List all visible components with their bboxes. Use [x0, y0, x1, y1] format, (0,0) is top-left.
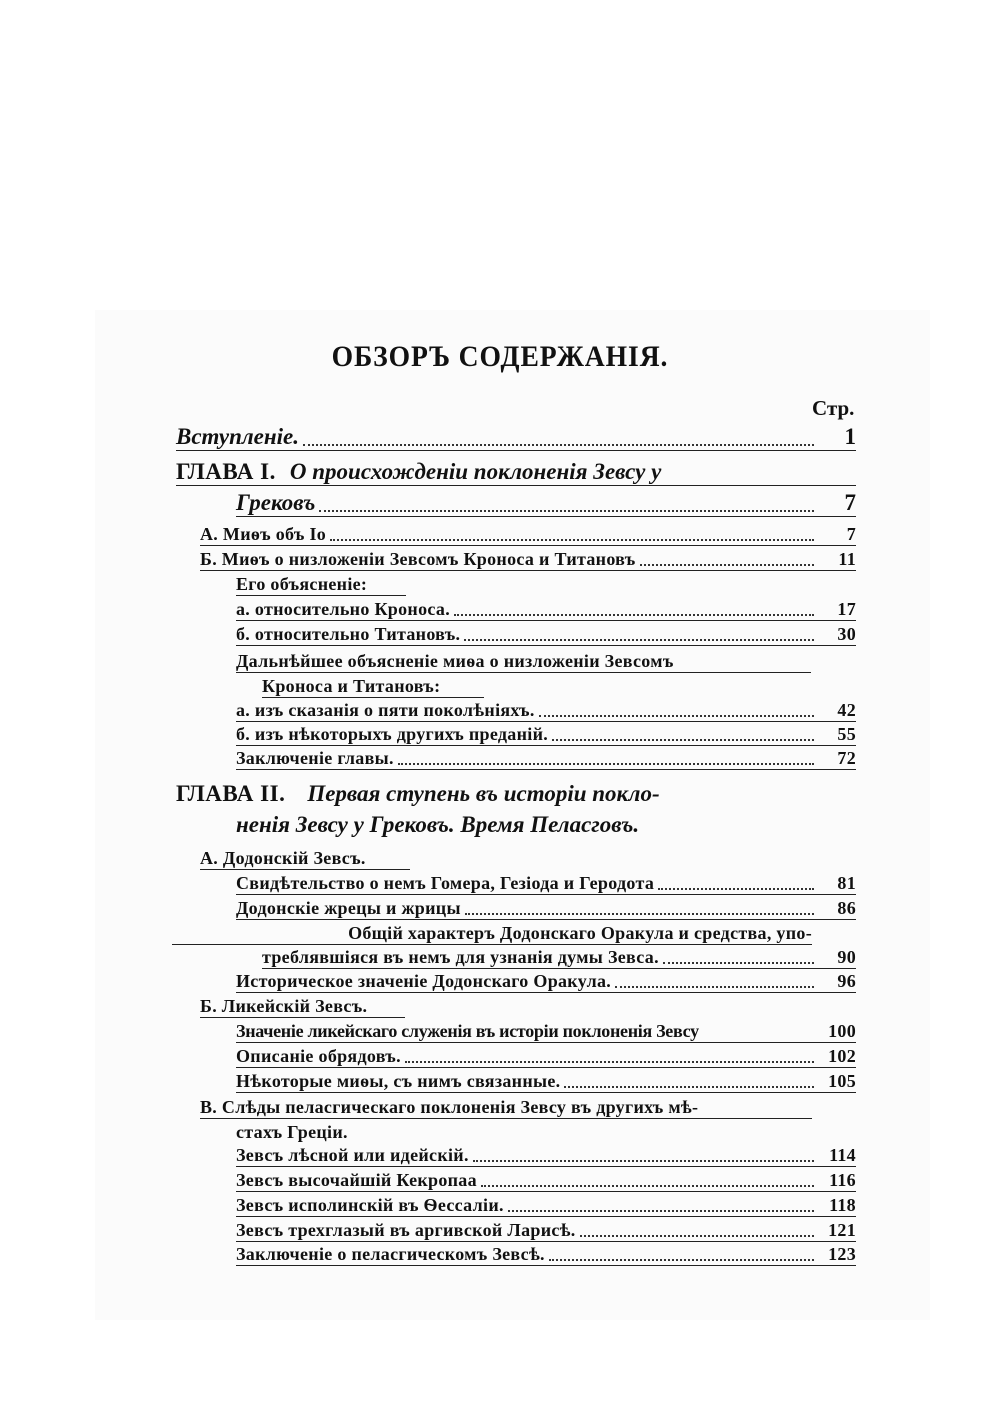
- toc-section-cont[interactable]: [236, 1119, 436, 1143]
- toc-entry[interactable]: [236, 1217, 856, 1242]
- leader-dots: [508, 1206, 814, 1212]
- entry-text: Историческое значеніе Додонскаго Оракула.: [236, 971, 612, 991]
- toc-chapter-1-heading[interactable]: [176, 455, 856, 486]
- toc-entry[interactable]: [236, 870, 856, 895]
- entry-text: В. Слѣды пеласгическаго поклоненія Зевсу въ другихъ мѣ-: [200, 1097, 699, 1117]
- page-number: 100: [828, 1021, 856, 1041]
- page-number: 7: [846, 524, 856, 544]
- entry-text: Кроноса и Титановъ:: [262, 676, 441, 696]
- leader-dots: [481, 1181, 814, 1187]
- page-number: 30: [837, 624, 856, 644]
- toc-entry-line1[interactable]: [172, 920, 812, 945]
- entry-text: Заключеніе главы.: [236, 748, 394, 768]
- entry-text: треблявшіяся въ немъ для узнанія думы Зевса.: [262, 947, 659, 967]
- toc-entry[interactable]: [236, 1142, 856, 1167]
- leader-dots: [658, 884, 814, 890]
- entry-text: Его объясненіе:: [236, 574, 368, 594]
- page-number: 121: [828, 1220, 856, 1240]
- leader-dots: [405, 1057, 814, 1063]
- toc-section[interactable]: [200, 1094, 812, 1119]
- entry-text: Общій характеръ Додонскаго Оракула и средства, упо-: [348, 923, 812, 943]
- leader-dots: [615, 982, 814, 988]
- entry-text: Описаніе обрядовъ.: [236, 1046, 401, 1066]
- leader-dots: [319, 506, 814, 512]
- page-number: 81: [837, 873, 856, 893]
- toc-entry-introduction[interactable]: [176, 420, 856, 451]
- toc-entry[interactable]: [236, 596, 856, 621]
- entry-text: а. изъ сказанія о пяти поколѣніяхъ.: [236, 700, 535, 720]
- toc-entry[interactable]: [236, 895, 856, 920]
- toc-entry[interactable]: [200, 546, 856, 571]
- toc-entry[interactable]: [236, 1018, 856, 1043]
- leader-dots: [398, 759, 814, 765]
- leader-dots: [473, 1156, 814, 1162]
- entry-text: ненія Зевсу у Грековъ. Время Пеласговъ.: [236, 812, 640, 837]
- entry-text: Зевсъ высочайшій Кекропаа: [236, 1170, 477, 1190]
- toc-entry[interactable]: [236, 745, 856, 770]
- toc-subheading: [236, 571, 406, 596]
- toc-entry[interactable]: [236, 1068, 856, 1093]
- entry-text: а. относительно Кроноса.: [236, 599, 450, 619]
- page-number: 7: [844, 490, 856, 515]
- toc-entry-line2[interactable]: [262, 944, 856, 969]
- entry-text: Додонскіе жрецы и жрицы: [236, 898, 461, 918]
- page-number: 11: [838, 549, 856, 569]
- toc-section[interactable]: [200, 845, 410, 870]
- page-column-header: Стр.: [812, 396, 855, 420]
- page-number: 42: [837, 700, 856, 720]
- entry-text: Нѣкоторые миѳы, съ нимъ связанные.: [236, 1071, 561, 1091]
- page-number: 86: [837, 898, 856, 918]
- toc-section[interactable]: [200, 993, 405, 1018]
- toc-entry[interactable]: [236, 621, 856, 646]
- toc-chapter-2-heading[interactable]: [176, 777, 816, 807]
- toc-entry[interactable]: [236, 1241, 856, 1266]
- chapter-title: Первая ступень въ исторіи покло-: [307, 781, 660, 806]
- toc-entry[interactable]: [236, 721, 856, 746]
- toc-entry[interactable]: [236, 968, 856, 993]
- chapter-title: О происхожденіи поклоненія Зевсу у: [289, 459, 662, 484]
- leader-dots: [580, 1231, 814, 1237]
- toc-entry[interactable]: [236, 1043, 856, 1068]
- page-number: 1: [844, 424, 856, 449]
- leader-dots: [564, 1082, 814, 1088]
- entry-text: стахъ Греціи.: [236, 1122, 348, 1142]
- entry-text: Зевсъ трехглазый въ аргивской Ларисѣ.: [236, 1220, 576, 1240]
- page-title: ОБЗОРЪ СОДЕРЖАНІЯ.: [331, 340, 669, 373]
- toc-chapter-1-heading-cont[interactable]: [236, 486, 856, 517]
- toc-entry[interactable]: [236, 1167, 856, 1192]
- page-number: 102: [828, 1046, 856, 1066]
- entry-text: Заключеніе о пеласгическомъ Зевсѣ.: [236, 1244, 545, 1264]
- leader-dots: [549, 1255, 814, 1261]
- leader-dots: [303, 440, 814, 446]
- toc-subheading: [236, 648, 811, 673]
- toc-chapter-2-heading-cont[interactable]: [236, 808, 816, 838]
- leader-dots: [464, 635, 814, 641]
- leader-dots: [454, 610, 814, 616]
- leader-dots: [539, 711, 814, 717]
- page-number: 96: [837, 971, 856, 991]
- page-number: 72: [837, 748, 856, 768]
- page-number: 118: [829, 1195, 856, 1215]
- page-number: 55: [837, 724, 856, 744]
- page-number: 114: [829, 1145, 856, 1165]
- toc-subheading-cont: [262, 673, 484, 698]
- entry-text: Б. Миѳъ о низложеніи Зевсомъ Кроноса и Титановъ: [200, 549, 636, 569]
- leader-dots: [552, 735, 814, 741]
- leader-dots: [465, 909, 814, 915]
- chapter-label: ГЛАВА II.: [176, 781, 286, 806]
- entry-text: б. изъ нѣкоторыхъ другихъ преданій.: [236, 724, 549, 744]
- leader-dots: [640, 560, 814, 566]
- entry-text: б. относительно Титановъ.: [236, 624, 461, 644]
- entry-text: Вступленіе.: [176, 424, 299, 449]
- entry-text: Зевсъ лѣсной или идейскій.: [236, 1145, 469, 1165]
- entry-text: Свидѣтельство о немъ Гомера, Гезіода и Геродота: [236, 873, 655, 893]
- leader-dots: [663, 958, 814, 964]
- entry-text: Значеніе ликейскаго служенія въ исторіи поклоненія Зевсу: [236, 1021, 699, 1041]
- toc-entry[interactable]: [236, 1192, 856, 1217]
- page-number: 123: [828, 1244, 856, 1264]
- chapter-label: ГЛАВА I.: [176, 459, 276, 484]
- page-number: 105: [828, 1071, 856, 1091]
- toc-entry[interactable]: [200, 521, 856, 546]
- page-number: 17: [837, 599, 856, 619]
- entry-text: Дальнѣйшее объясненіе миѳа о низложеніи Зевсомъ: [236, 651, 674, 671]
- entry-text: А. Миѳъ объ Іо: [200, 524, 327, 544]
- entry-text: Зевсъ исполинскій въ Ѳессаліи.: [236, 1195, 504, 1215]
- entry-text: А. Додонскій Зевсъ.: [200, 848, 366, 868]
- entry-text: Грековъ: [236, 490, 316, 515]
- entry-text: Б. Ликейскій Зевсъ.: [200, 996, 368, 1016]
- toc-entry[interactable]: [236, 697, 856, 722]
- page-number: 90: [837, 947, 856, 967]
- page-number: 116: [829, 1170, 856, 1190]
- leader-dots: [330, 535, 814, 541]
